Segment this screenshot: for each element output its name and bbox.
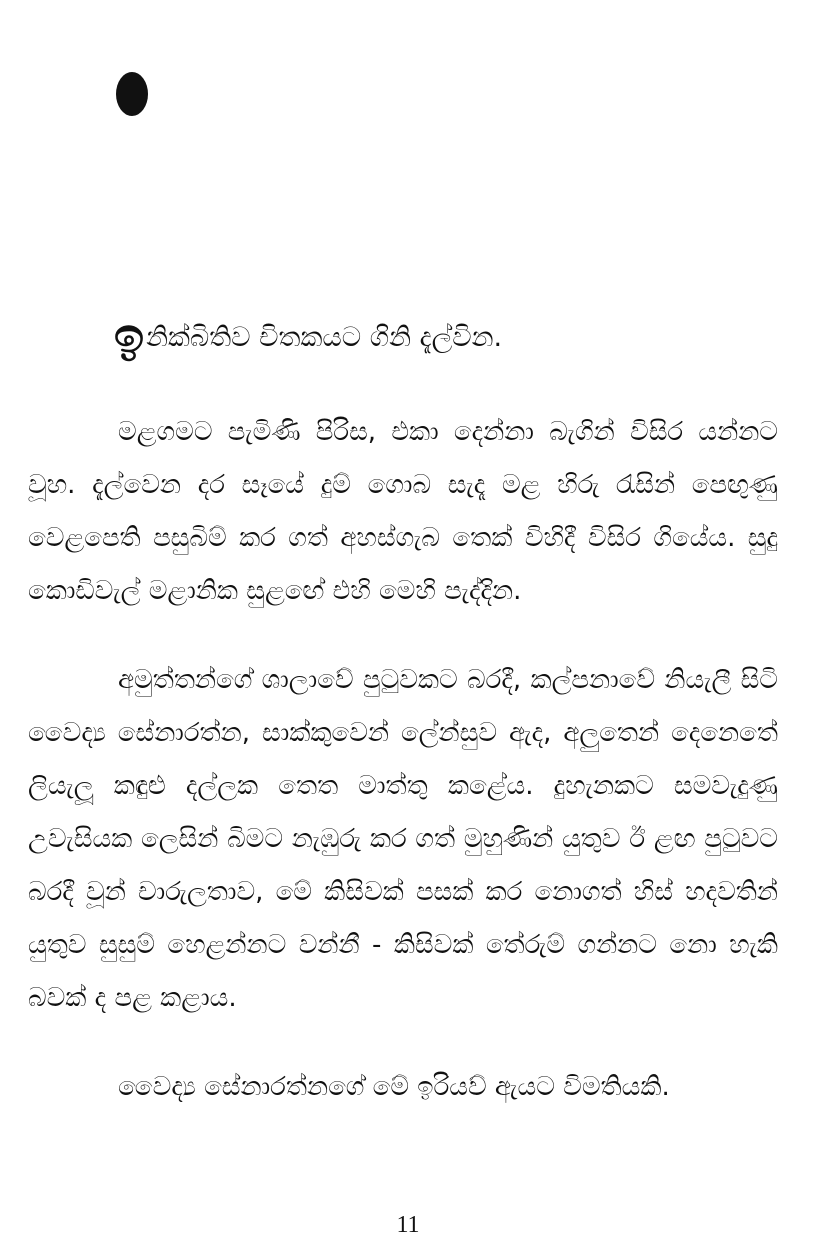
paragraph-3: වෛද්‍ය සේනාරත්නගේ මේ ඉරියව් ඇයට විමතියකි. bbox=[118, 1072, 670, 1102]
drop-cap-letter: ඉ bbox=[114, 308, 145, 364]
page-number: 11 bbox=[396, 1212, 420, 1238]
paragraph-1: මළගමට පැමිණි පිරිස, එකා දෙන්නා බැගින් විසිර යන්නට වූහ. දැල්වෙන දර සෑයේ දුම් ගොබ සැදෑ මළ හිරු රැසින් පෙඟුණු වෙළපෙති පසුබිම් කර ගත් අහස්ගැබ තෙක් විහිදී විසිර ගියේය. සුදු කොඩිවැල් මළානික සුළඟේ එහි මෙහි පැද්දින. bbox=[28, 417, 778, 606]
chapter-ornament-dot bbox=[116, 72, 148, 116]
opening-text: නික්බිතිව චිතකයට ගිනි දැල්වින. bbox=[146, 322, 503, 353]
paragraph-2: අමුත්තන්ගේ ශාලාවේ පුටුවකට බරදී, කල්පනාවේ නියැලී සිටි වෛද්‍ය සේනාරත්න, සාක්කුවෙන් ලේන්සුව ඇද, අලුතෙන් දෙනෙතේ ලියැලූ කඳුළු දල්ලක තෙත මාත්තු කළේය. දුහැනකට සමවැදුණු උවැසියක ලෙසින් බිමට නැඹුරු කර ගත් මුහුණින් යුතුව ඊ ළඟ පුටුවට බරදී වූන් චාරුලතාව, මේ කිසිවක් පසක් කර නොගත් හිස් හදවතින් යුතුව සුසුම් හෙළන්නට වන්නී - කිසිවක් තේරුම් ගන්නට නො හැකි බවක් ද පළ කළාය. bbox=[28, 665, 778, 1013]
page-body bbox=[28, 310, 778, 1114]
opening-line bbox=[28, 310, 778, 366]
